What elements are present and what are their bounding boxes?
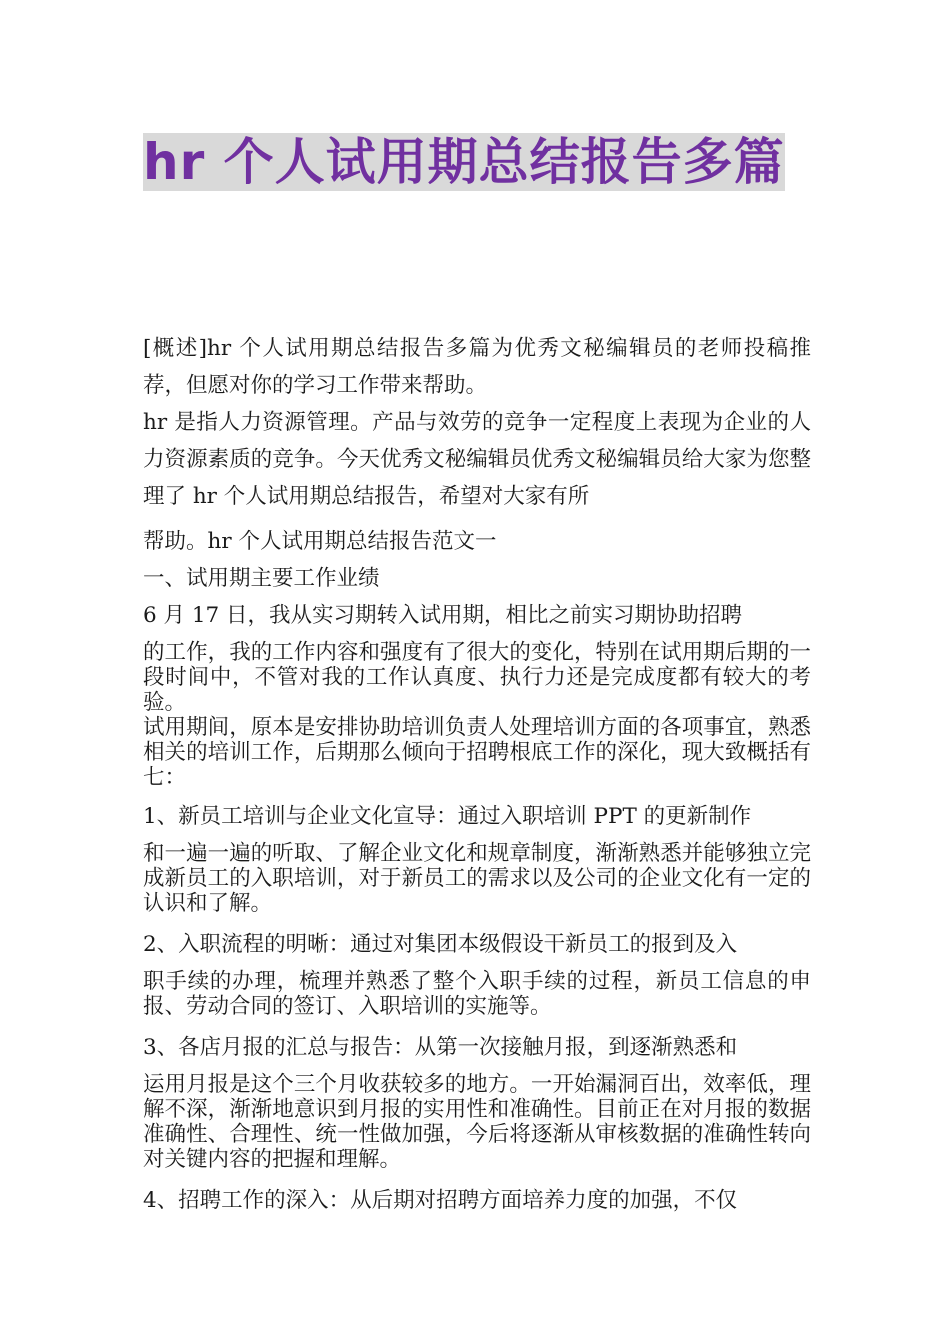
- list-item-3-start: 3、各店月报的汇总与报告：从第一次接触月报，到逐渐熟悉和: [143, 1035, 738, 1060]
- section-heading: 一、试用期主要工作业绩: [143, 566, 380, 591]
- list-item-4-start: 4、招聘工作的深入：从后期对招聘方面培养力度的加强，不仅: [143, 1188, 738, 1213]
- paragraph-probation-duties: 试用期间，原本是安排协助培训负责人处理培训方面的各项事宜，熟悉相关的培训工作，后期那么倾向于招聘根底工作的深化，现大致概括有七：: [143, 715, 811, 790]
- list-item-1-start: 1、新员工培训与企业文化宣导：通过入职培训 PPT 的更新制作: [143, 804, 752, 829]
- paragraph-sample-heading: 帮助。hr 个人试用期总结报告范文一: [143, 529, 497, 554]
- list-item-1-detail: 和一遍一遍的听取、了解企业文化和规章制度，渐渐熟悉并能够独立完成新员工的入职培训，对于新员工的需求以及公司的企业文化有一定的认识和了解。: [143, 841, 811, 916]
- paragraph-summary: [概述]hr 个人试用期总结报告多篇为优秀文秘编辑员的老师投稿推荐，但愿对你的学习工作带来帮助。: [143, 336, 811, 398]
- paragraph-hr-intro: hr 是指人力资源管理。产品与效劳的竞争一定程度上表现为企业的人力资源素质的竞争。今天优秀文秘编辑员优秀文秘编辑员给大家为您整理了 hr 个人试用期总结报告，希望对大家有所: [143, 410, 811, 509]
- list-item-2-start: 2、入职流程的明晰：通过对集团本级假设干新员工的报到及入: [143, 932, 738, 957]
- document-title-text: hr 个人试用期总结报告多篇: [143, 133, 785, 191]
- document-body: [143, 330, 811, 1219]
- paragraph-probation-start: 6 月 17 日，我从实习期转入试用期，相比之前实习期协助招聘: [143, 603, 743, 628]
- document-title: [143, 128, 813, 196]
- list-item-3-detail: 运用月报是这个三个月收获较多的地方。一开始漏洞百出，效率低，理解不深，渐渐地意识到月报的实用性和准确性。目前正在对月报的数据准确性、合理性、统一性做加强，今后将逐渐从审核数据的准确性转向对关键内容的把握和理解。: [143, 1072, 811, 1172]
- paragraph-probation-detail: 的工作，我的工作内容和强度有了很大的变化，特别在试用期后期的一段时间中，不管对我的工作认真度、执行力还是完成度都有较大的考验。: [143, 640, 811, 715]
- list-item-2-detail: 职手续的办理，梳理并熟悉了整个入职手续的过程，新员工信息的申报、劳动合同的签订、入职培训的实施等。: [143, 969, 811, 1019]
